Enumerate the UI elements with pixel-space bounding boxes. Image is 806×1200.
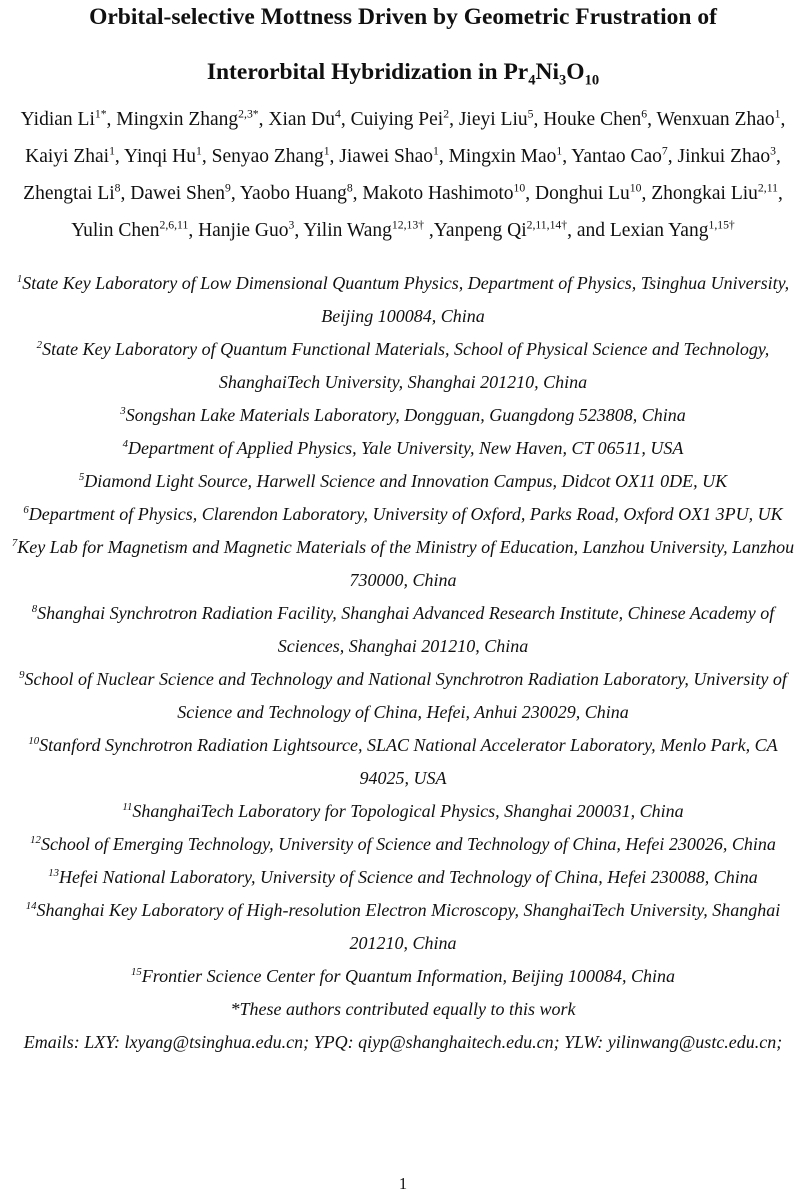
affiliation-number-superscript: 1 xyxy=(16,273,23,285)
affiliation-number-superscript: 5 xyxy=(78,471,85,483)
author: Yaobo Huang$^8$, xyxy=(239,181,363,204)
author-name: Zhongkai Liu xyxy=(651,183,758,204)
affiliation-text: School of Emerging Technology, University of Science and Technology of China, Hefei 230026, China xyxy=(40,834,776,854)
author-affiliation-superscript: 1 xyxy=(196,144,202,158)
title-line-2 xyxy=(4,57,802,87)
author: Yulin Chen$^{2,6,11}$, xyxy=(71,218,199,241)
contribution-note: *These authors contributed equally to this work xyxy=(230,999,576,1019)
affiliation-text: Shanghai Synchrotron Radiation Facility, Shanghai Advanced Research Institute, Chinese Academy of Sciences, Shanghai 201210, China xyxy=(37,603,775,656)
affiliation-text: ShanghaiTech Laboratory for Topological Physics, Shanghai 200031, China xyxy=(132,801,684,821)
affiliation-text: Frontier Science Center for Quantum Information, Beijing 100084, China xyxy=(141,966,676,986)
affiliation-number-superscript: 15 xyxy=(130,966,142,978)
author-name: Donghui Lu xyxy=(534,183,630,204)
affiliation-number-superscript: 6 xyxy=(23,504,29,516)
author-affiliation-superscript: 2,11 xyxy=(757,181,778,195)
affiliation-number-superscript: 8 xyxy=(31,603,38,615)
affiliation-number-superscript: 11 xyxy=(122,801,133,813)
affiliation-item xyxy=(4,531,802,597)
affiliation-text: Songshan Lake Materials Laboratory, Dongguan, Guangdong 523808, China xyxy=(125,405,686,425)
author: Jiawei Shao$^1$, xyxy=(339,144,449,167)
author xyxy=(610,220,735,241)
author-name: Yulin Chen xyxy=(71,220,160,241)
author: Jinkui Zhao$^3$, xyxy=(677,144,781,167)
affiliation-text: Department of Physics, Clarendon Laboratory, University of Oxford, Parks Road, Oxford OX1 3PU, UK xyxy=(28,504,783,524)
affiliation-item xyxy=(4,432,802,465)
author-affiliation-superscript: 10 xyxy=(513,181,526,195)
author: Yinqi Hu$^1$, xyxy=(123,144,212,167)
author-affiliation-superscript: 1 xyxy=(323,144,330,158)
affiliation-number-superscript: 10 xyxy=(28,735,40,747)
author-name: Yidian Li xyxy=(20,109,95,130)
author-list xyxy=(4,101,802,249)
affiliation-number-superscript: 12 xyxy=(30,834,41,846)
author: Mingxin Mao$^1$, xyxy=(448,144,572,167)
affiliation-item xyxy=(4,894,802,960)
author-name: Yanpeng Qi xyxy=(433,220,527,241)
title-text-segment: O xyxy=(566,59,585,85)
author: Mingxin Zhang$^{2,3*}$, xyxy=(116,107,269,130)
affiliation-text: Hefei National Laboratory, University of Science and Technology of China, Hefei 230088, China xyxy=(59,867,758,887)
author-affiliation-superscript: 7 xyxy=(661,144,668,158)
affiliation-text: School of Nuclear Science and Technology and National Synchrotron Radiation Laboratory, University of Science and Technology of China, Hefei, Anhui 230029, China xyxy=(24,669,787,722)
affiliation-text: Diamond Light Source, Harwell Science and Innovation Campus, Didcot OX11 0DE, UK xyxy=(84,471,728,491)
affiliation-item xyxy=(4,267,802,333)
affiliation-number-superscript: 9 xyxy=(19,669,25,681)
author-name: Mingxin Zhang xyxy=(116,109,239,130)
author: Yilin Wang$^{12,13\dagger}$ , xyxy=(303,218,434,241)
author: Dawei Shen$^9$, xyxy=(130,181,240,204)
author-affiliation-superscript: 5 xyxy=(527,107,534,121)
title-text-segment: Interorbital Hybridization in Pr xyxy=(206,59,529,85)
affiliation-item xyxy=(4,333,802,399)
author-name: Yilin Wang xyxy=(303,220,392,241)
paper-title xyxy=(4,2,802,87)
author-name: Makoto Hashimoto xyxy=(362,183,514,204)
affiliation-number-superscript: 14 xyxy=(25,900,37,912)
affiliation-text: Key Lab for Magnetism and Magnetic Materials of the Ministry of Education, Lanzhou University, Lanzhou 730000, China xyxy=(17,537,795,590)
author-affiliation-superscript: 3 xyxy=(288,218,295,232)
author-affiliation-superscript: 4 xyxy=(335,107,341,121)
author-affiliation-superscript: 2,3* xyxy=(238,107,259,121)
author-affiliation-superscript: 1,15† xyxy=(708,218,735,232)
title-text-segment: Ni xyxy=(535,59,560,85)
author: Jieyi Liu$^5$, xyxy=(458,107,544,130)
author: Houke Chen$^6$, xyxy=(543,107,657,130)
author-affiliation-superscript: 10 xyxy=(629,181,642,195)
author-name: Wenxuan Zhao xyxy=(656,109,775,130)
author: Hanjie Guo$^3$, xyxy=(198,218,304,241)
affiliation-number-superscript: 7 xyxy=(11,537,18,549)
author-affiliation-superscript: 1* xyxy=(94,107,107,121)
page-number: 1 xyxy=(398,1174,408,1193)
author-affiliation-superscript: 12,13† xyxy=(391,218,425,232)
author-affiliation-superscript: 2 xyxy=(443,107,450,121)
author-affiliation-superscript: 8 xyxy=(346,181,353,195)
affiliation-item xyxy=(4,597,802,663)
title-chem-subscript: 10 xyxy=(584,72,600,89)
affiliation-text: Department of Applied Physics, Yale University, New Haven, CT 06511, USA xyxy=(128,438,684,458)
affiliation-number-superscript: 3 xyxy=(120,405,126,417)
affiliation-number-superscript: 2 xyxy=(36,339,43,351)
author-name: Lexian Yang xyxy=(609,220,709,241)
affiliation-item xyxy=(4,960,802,993)
author-affiliation-superscript: 1 xyxy=(774,107,781,121)
author-affiliation-superscript: 1 xyxy=(556,144,563,158)
affiliation-item xyxy=(4,795,802,828)
author-name: Xian Du xyxy=(268,109,335,130)
author: Zhengtai Li$^8$, xyxy=(23,181,131,204)
author-name: Zhengtai Li xyxy=(23,183,115,204)
author-name: Yaobo Huang xyxy=(239,183,347,204)
affiliation-item xyxy=(4,828,802,861)
author-name: Houke Chen xyxy=(543,109,642,130)
affiliation-item xyxy=(4,399,802,432)
author-name: Jinkui Zhao xyxy=(677,146,771,167)
author: Yantao Cao$^7$, xyxy=(571,144,678,167)
affiliation-item xyxy=(4,663,802,729)
affiliation-number-superscript: 13 xyxy=(48,867,60,879)
author: Zhongkai Liu$^{2,11}$, xyxy=(651,181,783,204)
author: Wenxuan Zhao$^1$, xyxy=(656,107,786,130)
author: Yidian $Li^{1*}$, xyxy=(20,107,117,130)
affiliation-number-superscript: 4 xyxy=(122,438,129,450)
author-name: Senyao Zhang xyxy=(211,146,324,167)
author-name: Kaiyi Zhai xyxy=(25,146,110,167)
author-affiliation-superscript: 9 xyxy=(225,181,231,195)
affiliation-text: State Key Laboratory of Quantum Functional Materials, School of Physical Science and Technology, ShanghaiTech University, Shanghai 201210, China xyxy=(42,339,770,392)
affiliation-text: Stanford Synchrotron Radiation Lightsource, SLAC National Accelerator Laboratory, Menlo Park, CA 94025, USA xyxy=(39,735,778,788)
author-name: Hanjie Guo xyxy=(198,220,289,241)
author-affiliation-superscript: 2,11,14† xyxy=(526,218,568,232)
author-affiliation-superscript: 3 xyxy=(770,144,776,158)
author-affiliation-superscript: 2,6,11 xyxy=(159,218,189,232)
affiliation-item xyxy=(4,729,802,795)
author-affiliation-superscript: 1 xyxy=(109,144,115,158)
author-affiliation-superscript: 8 xyxy=(114,181,121,195)
title-line-1: Orbital-selective Mottness Driven by Geometric Frustration of xyxy=(89,4,717,30)
author-affiliation-superscript: 6 xyxy=(641,107,648,121)
title-chem-subscript: 4 xyxy=(528,72,536,89)
author: Yanpeng $Qi^{2,11,14\dagger}$, and xyxy=(433,218,610,241)
affiliation-text: State Key Laboratory of Low Dimensional Quantum Physics, Department of Physics, Tsinghua University, Beijing 100084, China xyxy=(22,273,790,326)
emails-line: Emails: LXY: lxyang@tsinghua.edu.cn; YPQ: qiyp@shanghaitech.edu.cn; YLW: yilinwang@ustc.edu.cn; xyxy=(23,1032,783,1052)
author-name: Cuiying Pei xyxy=(350,109,444,130)
affiliation-item xyxy=(4,498,802,531)
author-name: Yinqi Hu xyxy=(123,146,196,167)
author-name: Mingxin Mao xyxy=(448,146,557,167)
affiliation-item xyxy=(4,465,802,498)
author: Makoto Hashimoto$^{10}$, xyxy=(362,181,535,204)
author-affiliation-superscript: 1 xyxy=(433,144,439,158)
title-chem-subscript: 3 xyxy=(559,72,567,89)
author: Senyao Zhang$^1$, xyxy=(211,144,340,167)
author-name: Jieyi Liu xyxy=(458,109,528,130)
affiliation-list xyxy=(4,267,802,993)
affiliation-item xyxy=(4,861,802,894)
author: Cuiying Pei$^2$, xyxy=(350,107,459,130)
affiliation-text: Shanghai Key Laboratory of High-resolution Electron Microscopy, ShanghaiTech University, Shanghai 201210, China xyxy=(36,900,781,953)
author: Xian Du$^4$, xyxy=(268,107,351,130)
author-name: Dawei Shen xyxy=(130,183,226,204)
author-name: Jiawei Shao xyxy=(339,146,433,167)
author: Kaiyi Zhai$^1$, xyxy=(25,144,124,167)
author-name: Yantao Cao xyxy=(571,146,662,167)
author: Donghui Lu$^{10}$, xyxy=(534,181,652,204)
